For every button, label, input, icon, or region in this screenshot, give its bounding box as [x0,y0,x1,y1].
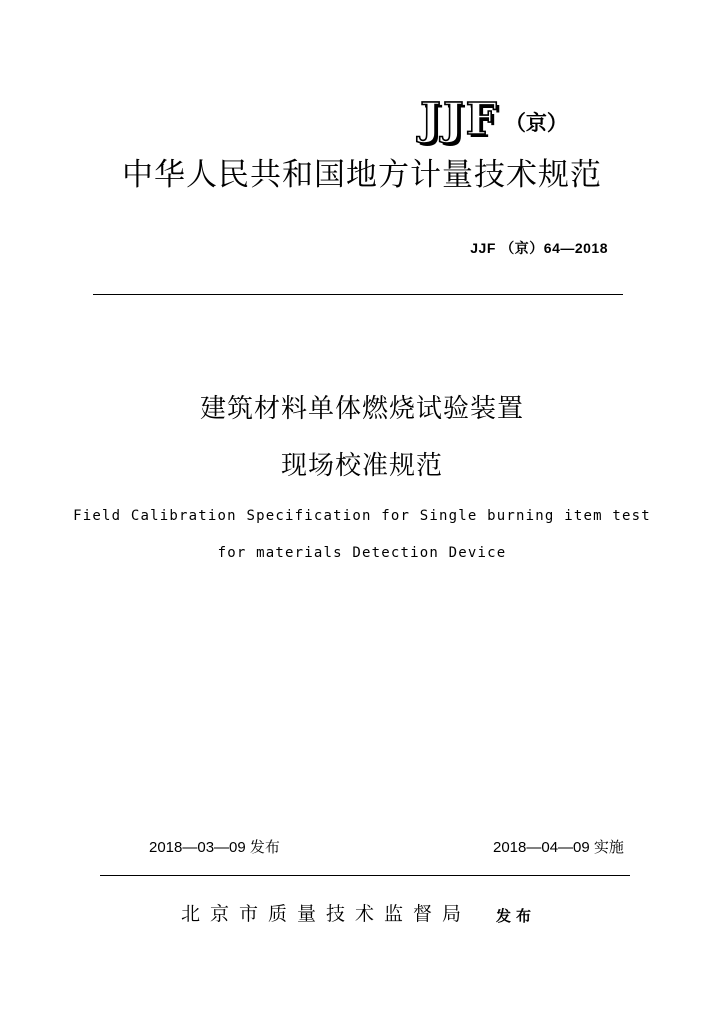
document-title-line-2: 现场校准规范 [280,451,443,481]
top-divider [93,294,623,295]
issuing-authority: 北京市质量技术监督局 [181,903,472,925]
jjf-logo-suffix: （京） [504,111,568,135]
publish-label: 发布 [496,907,537,925]
english-title-line-2: for materials Detection Device [217,545,507,561]
jjf-logo-block [420,92,568,145]
standard-code: JJF （京）64—2018 [470,240,608,256]
bottom-divider [100,875,630,876]
standard-type-heading: 中华人民共和国地方计量技术规范 [122,157,602,193]
issue-date: 2018—03—09 发布 [149,839,280,856]
english-title-line-1: Field Calibration Specification for Single burning item test [73,508,651,524]
jjf-logo: JJF [420,94,499,145]
implementation-date: 2018—04—09 实施 [493,839,624,856]
document-title-line-1: 建筑材料单体燃烧试验装置 [199,394,524,424]
